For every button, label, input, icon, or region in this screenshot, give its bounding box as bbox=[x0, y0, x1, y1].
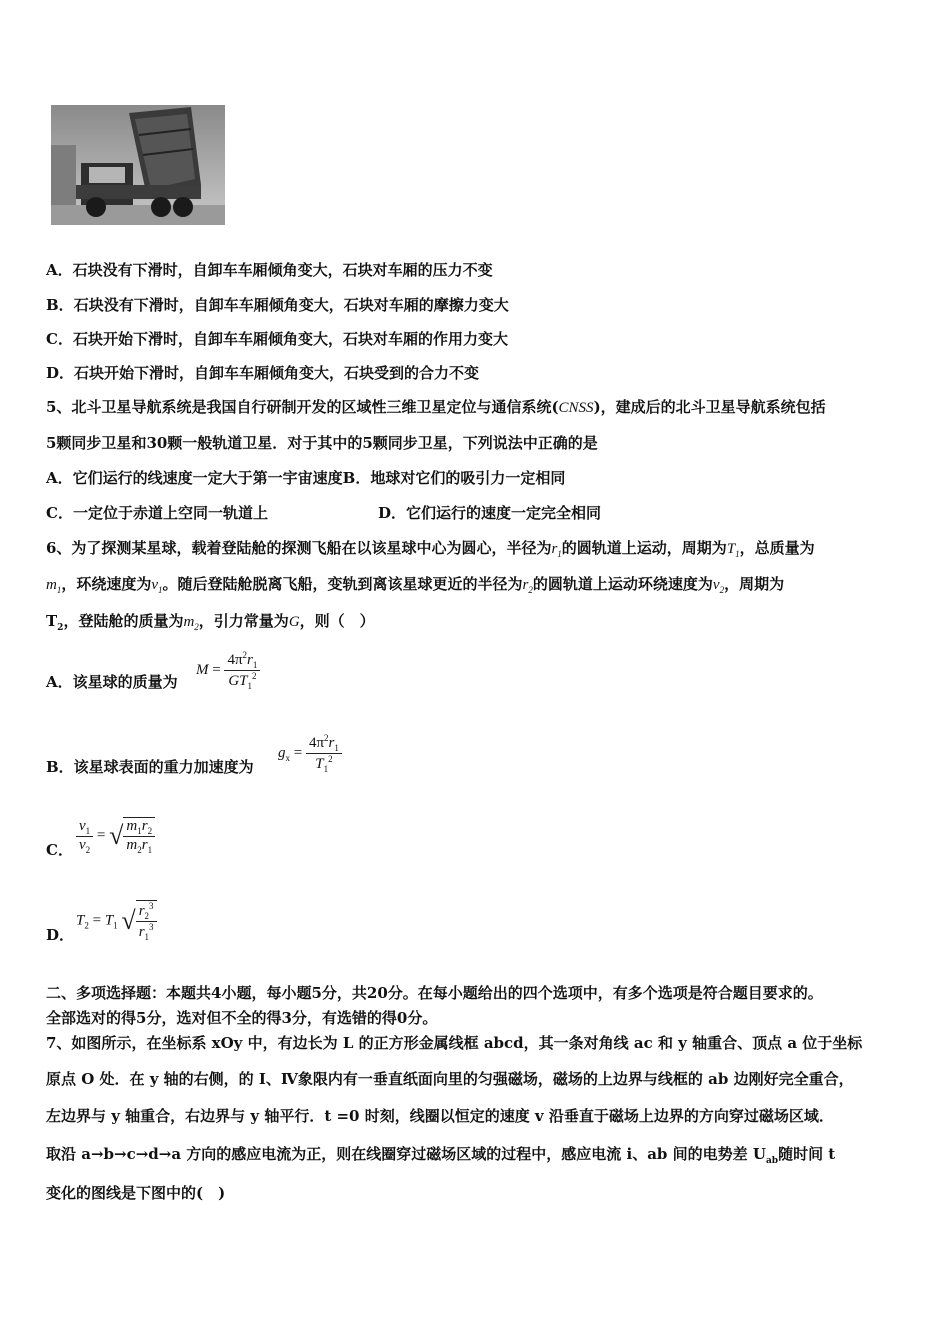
q6-option-d-formula: $T_2 = T_1$ √ $\frac{r_2^3}{r_1^3}$ bbox=[76, 900, 157, 942]
q5-option-c: C．一定位于赤道上空同一轨道上 bbox=[46, 504, 268, 522]
section2-heading-line1: 二、多项选择题：本题共4小题，每小题5分，共20分。在每小题给出的四个选项中，有多个选项是符合题目要求的。 bbox=[46, 984, 823, 1002]
q6-option-c-formula: $\frac{v_1}{v_2}$ = √ $\frac{m_1r_2}{m_2r_1}$ bbox=[76, 817, 155, 855]
q5-stem-line1: 5、北斗卫星导航系统是我国自行研制开发的区域性三维卫星定位与通信系统(CNSS)，建成后的北斗卫星导航系统包括 bbox=[46, 398, 826, 416]
q4-option-c: C．石块开始下滑时，自卸车车厢倾角变大，石块对车厢的作用力变大 bbox=[46, 330, 508, 348]
dump-truck-photo bbox=[51, 105, 225, 225]
q5-stem-line2: 5颗同步卫星和30颗一般轨道卫星．对于其中的5颗同步卫星，下列说法中正确的是 bbox=[46, 434, 598, 452]
q4-option-d: D．石块开始下滑时，自卸车车厢倾角变大，石块受到的合力不变 bbox=[46, 364, 480, 382]
q6-option-d-label: D． bbox=[46, 926, 75, 944]
q4-option-b: B．石块没有下滑时，自卸车车厢倾角变大，石块对车厢的摩擦力变大 bbox=[46, 296, 509, 314]
q7-stem-line4: 取沿 a→b→c→d→a 方向的感应电流为正，则在线圈穿过磁场区域的过程中，感应电流 i、ab 间的电势差 $U_{ab}$随时间 t bbox=[46, 1145, 836, 1166]
section2-heading-line2: 全部选对的得5分，选对但不全的得3分，有选错的得0分。 bbox=[46, 1009, 438, 1027]
q6-option-c-label: C． bbox=[46, 841, 73, 859]
q7-stem-line3: 左边界与 y 轴重合，右边界与 y 轴平行．t =0 时刻，线圈以恒定的速度 v 沿垂直于磁场上边界的方向穿过磁场区域． bbox=[46, 1107, 834, 1125]
q4-option-a: A．石块没有下滑时，自卸车车厢倾角变大，石块对车厢的压力不变 bbox=[46, 261, 493, 279]
q7-stem-line1: 7、如图所示，在坐标系 xOy 中，有边长为 L 的正方形金属线框 abcd，其一条对角线 ac 和 y 轴重合、顶点 a 位于坐标 bbox=[46, 1034, 863, 1052]
q6-option-a-formula: M = $\frac{4\pi^2r_1}{GT_1^2}$ bbox=[196, 650, 260, 691]
q6-stem-line2: $m_1$，环绕速度为$v_1$。随后登陆舱脱离飞船，变轨到离该星球更近的半径为$r_2$的圆轨道上运动环绕速度为$v_2$，周期为 bbox=[46, 575, 785, 595]
q7-stem-line5: 变化的图线是下图中的( ) bbox=[46, 1184, 226, 1202]
q6-option-b-label: B．该星球表面的重力加速度为 bbox=[46, 758, 254, 776]
q6-option-b-formula: $g_x$ = $\frac{4\pi^2r_1}{T_1^2}$ bbox=[278, 733, 342, 774]
q5-option-d: D．它们运行的速度一定完全相同 bbox=[378, 504, 602, 522]
q5-options-ab: A．它们运行的线速度一定大于第一宇宙速度B．地球对它们的吸引力一定相同 bbox=[46, 469, 566, 487]
q6-stem-line3: $T_2$，登陆舱的质量为$m_2$，引力常量为G，则（ ） bbox=[46, 612, 375, 633]
q7-stem-line2: 原点 O 处．在 y 轴的右侧，的 I、Ⅳ象限内有一垂直纸面向里的匀强磁场，磁场的上边界与线框的 ab 边刚好完全重合， bbox=[46, 1070, 854, 1088]
q6-stem-line1: 6、为了探测某星球，载着登陆舱的探测飞船在以该星球中心为圆心，半径为$r_1$的圆轨道上运动，周期为$T_1$，总质量为 bbox=[46, 539, 815, 559]
q6-option-a-label: A．该星球的质量为 bbox=[46, 673, 178, 691]
